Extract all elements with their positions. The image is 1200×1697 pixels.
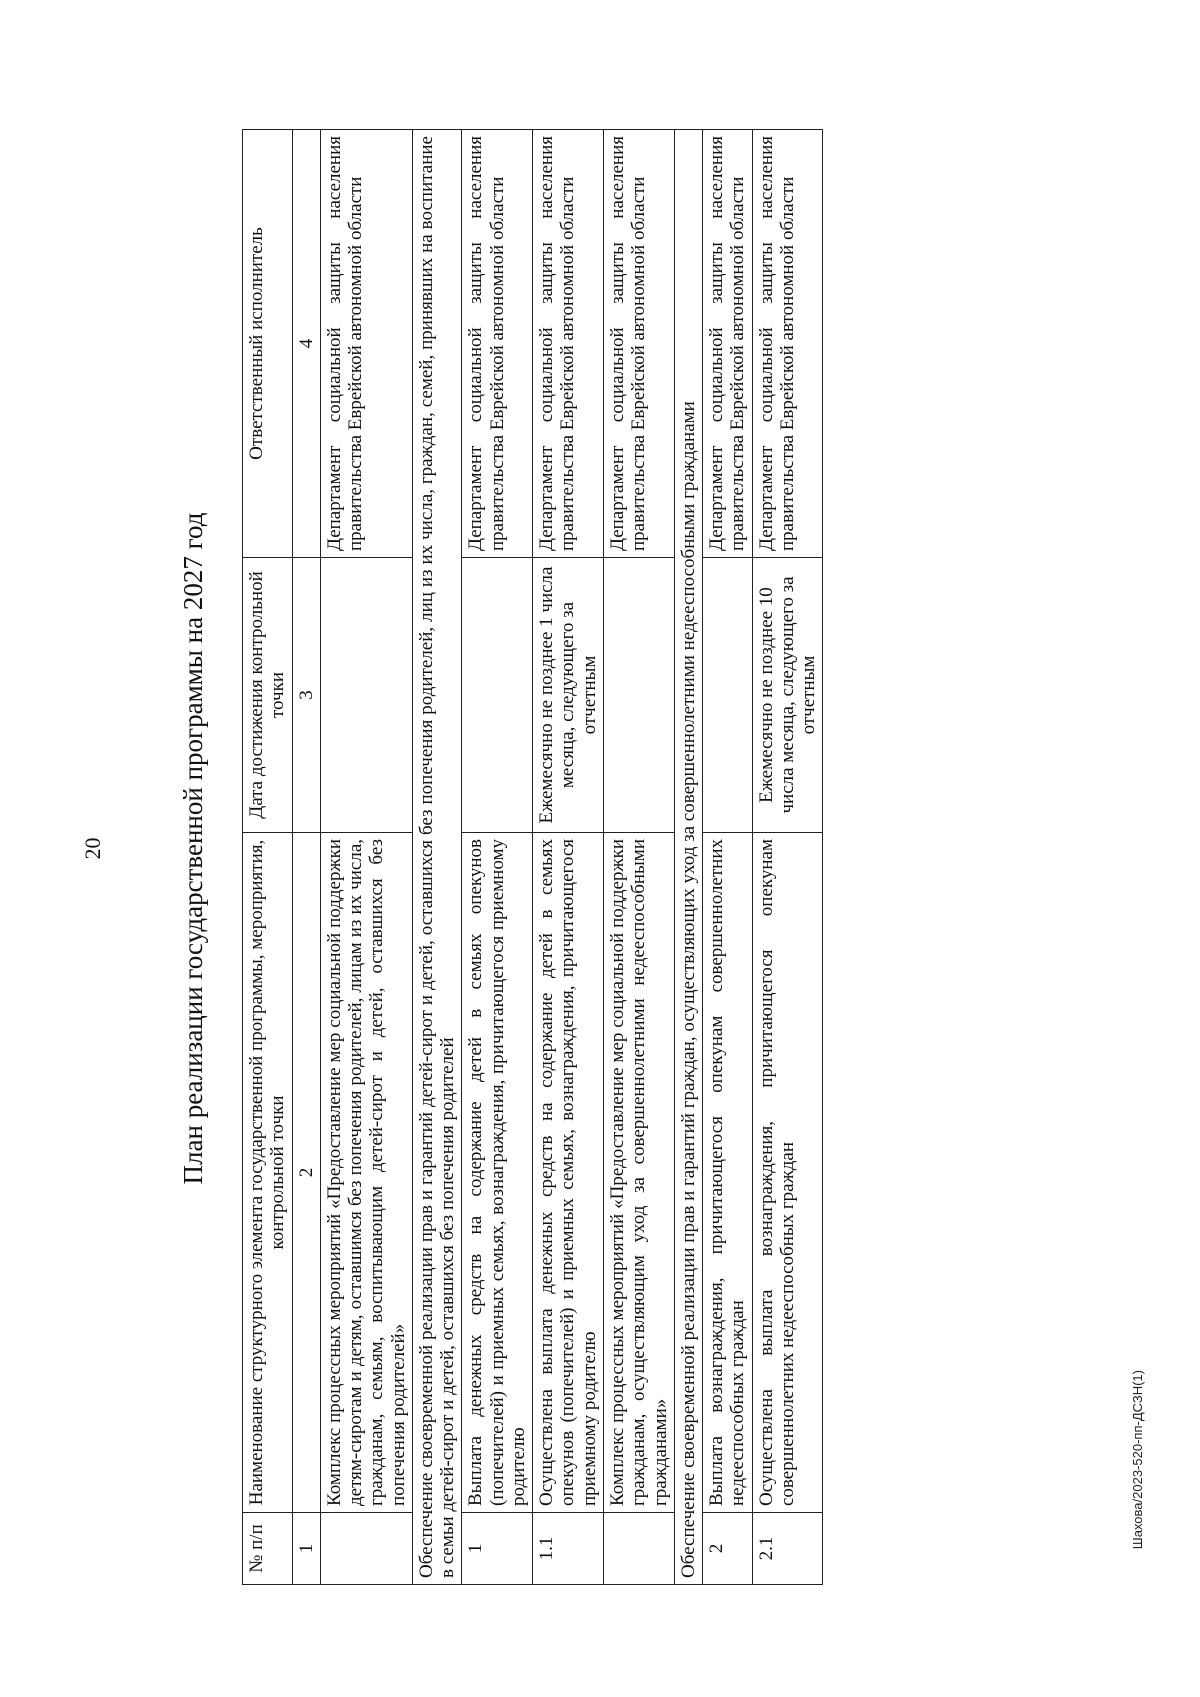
- column-number-row: [292, 130, 320, 1585]
- table-goal-row: [674, 130, 702, 1585]
- row-name-cell: Комплекс процессных мероприятий «Предоставление мер социальной поддержки детям-сиротам и детям, оставшимся без попечения родителей, лицам из их числа, гражданам, семьям, воспитывающим детей-сирот и детей, оставшихся без попечения родителей»: [320, 833, 412, 1513]
- row-name-cell: Выплата вознаграждения, причитающегося опекунам совершеннолетних недееспособных граждан: [703, 833, 753, 1513]
- row-date-cell: Ежемесячно не позднее 10 числа месяца, следующего за отчетным: [752, 558, 823, 833]
- table-row: [603, 130, 674, 1585]
- row-name-cell: Выплата денежных средств на содержание детей в семьях опекунов (попечителей) и приемных семьях, вознаграждения, причитающегося приемному родителю: [462, 833, 533, 1513]
- table-row: [752, 130, 823, 1585]
- header-num: № п/п: [243, 1513, 293, 1585]
- row-date-cell: [320, 558, 412, 833]
- column-number: 1: [292, 1513, 320, 1585]
- table-goal-row: [412, 130, 462, 1585]
- row-number-cell: 1.1: [533, 1513, 604, 1585]
- row-date-cell: Ежемесячно не позднее 1 числа месяца, следующего за отчетным: [533, 558, 604, 833]
- row-number-cell: 2: [703, 1513, 753, 1585]
- row-executor-cell: Департамент социальной защиты населения правительства Еврейской автономной области: [533, 130, 604, 558]
- row-executor-cell: Департамент социальной защиты населения правительства Еврейской автономной области: [752, 130, 823, 558]
- row-date-cell: [603, 558, 674, 833]
- row-name-cell: Комплекс процессных мероприятий «Предоставление мер социальной поддержки гражданам, осуществляющим уход за совершеннолетними недееспособными гражданами»: [603, 833, 674, 1513]
- row-number-cell: 2.1: [752, 1513, 823, 1585]
- row-executor-cell: Департамент социальной защиты населения правительства Еврейской автономной области: [462, 130, 533, 558]
- plan-table: [242, 129, 823, 1585]
- header-date: Дата достижения контрольной точки: [243, 558, 293, 833]
- table-row: [462, 130, 533, 1585]
- plan-table-body: [243, 130, 823, 1585]
- header-executor: Ответственный исполнитель: [243, 130, 293, 558]
- row-executor-cell: Департамент социальной защиты населения правительства Еврейской автономной области: [320, 130, 412, 558]
- page-number: 20: [80, 837, 105, 860]
- table-header-row: [243, 130, 293, 1585]
- column-number: 4: [292, 130, 320, 558]
- page-title: План реализации государственной программы на 2027 год: [178, 512, 208, 1185]
- table-row: [703, 130, 753, 1585]
- row-executor-cell: Департамент социальной защиты населения правительства Еврейской автономной области: [703, 130, 753, 558]
- row-number-cell: [320, 1513, 412, 1585]
- column-number: 2: [292, 833, 320, 1513]
- row-number-cell: [603, 1513, 674, 1585]
- column-number: 3: [292, 558, 320, 833]
- table-row: [320, 130, 412, 1585]
- document-code: Шахова/2023-520-пп-ДСЗН(1): [1130, 1370, 1145, 1550]
- row-date-cell: [703, 558, 753, 833]
- row-number-cell: 1: [462, 1513, 533, 1585]
- row-name-cell: Осуществлена выплата денежных средств на содержание детей в семьях опекунов (попечителей) и приемных семьях, вознаграждения, причитающегося приемному родителю: [533, 833, 604, 1513]
- row-name-cell: Осуществлена выплата вознаграждения, причитающегося опекунам совершеннолетних недееспособных граждан: [752, 833, 823, 1513]
- table-row: [533, 130, 604, 1585]
- goal-cell: Обеспечение своевременной реализации прав и гарантий детей-сирот и детей, оставшихся без попечения родителей, лиц из их числа, граждан, семей, принявших на воспитание в семьи детей-сирот и детей, оставшихся без попечения родителей: [412, 130, 462, 1585]
- row-executor-cell: Департамент социальной защиты населения правительства Еврейской автономной области: [603, 130, 674, 558]
- goal-cell: Обеспечение своевременной реализации прав и гарантий граждан, осуществляющих уход за совершеннолетними недееспособными гражданами: [674, 130, 702, 1585]
- header-name: Наименование структурного элемента государственной программы, мероприятия, контрольной точки: [243, 833, 293, 1513]
- row-date-cell: [462, 558, 533, 833]
